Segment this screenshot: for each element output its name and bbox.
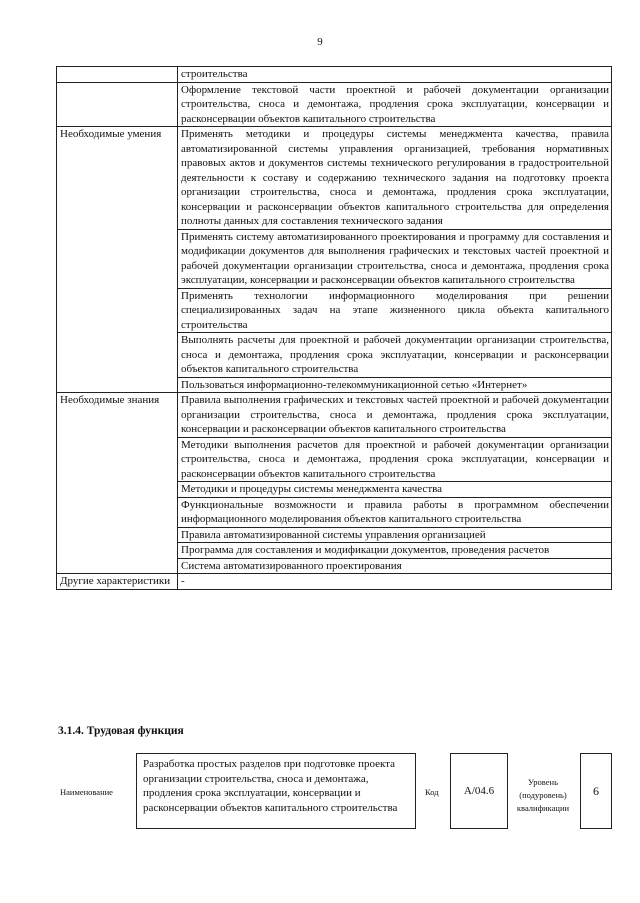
- table-row: [57, 67, 612, 83]
- function-name-box: Разработка простых разделов при подготовке проекта организации строительства, сноса и демонтажа, продления срока эксплуатации, консервации и расконсервации объектов капитального строительства: [136, 753, 416, 829]
- knowledge-item: Функциональные возможности и правила работы в программном обеспечении информационного моделирования объектов капитального строительства: [178, 497, 612, 527]
- knowledge-item: Система автоматизированного проектирования: [178, 558, 612, 574]
- continuation-cell: строительства: [178, 67, 612, 83]
- skill-item: Применять методики и процедуры системы менеджмента качества, правила автоматизированной системы управления организацией, требования нормативных правовых актов и документов системы технического регулирования в градостроительной деятельности к составу и содержанию технического задания на подготовку проекта организации строительства, сноса и демонтажа, продления срока эксплуатации, консервации и расконсервации объектов капитального строительства для определения полноты данных для составления технического задания: [178, 127, 612, 230]
- skill-item: Пользоваться информационно-телекоммуникационной сетью «Интернет»: [178, 377, 612, 393]
- knowledge-item: Методики и процедуры системы менеджмента качества: [178, 482, 612, 498]
- knowledge-item: Правила автоматизированной системы управления организацией: [178, 527, 612, 543]
- table-row: [57, 127, 612, 230]
- other-characteristics-value: -: [178, 574, 612, 590]
- page-number: 9: [317, 36, 323, 48]
- knowledge-item: Правила выполнения графических и текстовых частей проектной и рабочей документации организации строительства, сноса и демонтажа, продления срока эксплуатации, консервации и расконсервации объектов капитального строительства: [178, 393, 612, 438]
- other-characteristics-label: Другие характеристики: [57, 574, 178, 590]
- qualification-level-value: 6: [593, 783, 599, 798]
- code-box: [450, 753, 508, 829]
- table-row: [57, 574, 612, 590]
- empty-label-cell: [57, 82, 178, 127]
- skills-label: Необходимые умения: [57, 127, 178, 393]
- qualification-level-box: [580, 753, 612, 829]
- skill-item: Применять технологии информационного моделирования при решении специализированных задач на этапе жизненного цикла объекта капитального строительства: [178, 288, 612, 333]
- knowledge-item: Программа для составления и модификации документов, проведения расчетов: [178, 543, 612, 559]
- empty-label-cell: [57, 67, 178, 83]
- code-label: Код: [425, 787, 439, 797]
- table-row: [57, 82, 612, 127]
- skill-item: Выполнять расчеты для проектной и рабочей документации организации строительства, сноса и демонтажа, продления срока эксплуатации, консервации и расконсервации объектов капитального строительства: [178, 333, 612, 378]
- code-value: А/04.6: [463, 785, 495, 797]
- knowledge-label: Необходимые знания: [57, 393, 178, 574]
- table-row: [57, 393, 612, 438]
- knowledge-item: Методики выполнения расчетов для проектной и рабочей документации организации строительства, сноса и демонтажа, продления срока эксплуатации, консервации и расконсервации объектов капитального строительства: [178, 437, 612, 482]
- section-title: 3.1.4. Трудовая функция: [58, 725, 184, 737]
- qualification-level-label: Уровень (подуровень) квалификации: [516, 777, 570, 813]
- skill-item: Применять систему автоматизированного проектирования и программу для составления и модификации документов для выполнения графических и текстовых частей проектной и рабочей документации организации строительства, сноса и демонтажа, продления срока эксплуатации, консервации и расконсервации объектов капитального строительства: [178, 229, 612, 288]
- name-label: Наименование: [60, 787, 113, 797]
- continuation-item-cell: Оформление текстовой части проектной и рабочей документации организации строительства, сноса и демонтажа, продления срока эксплуатации, консервации и расконсервации объектов капитального строительства: [178, 82, 612, 127]
- requirements-table: [56, 66, 612, 590]
